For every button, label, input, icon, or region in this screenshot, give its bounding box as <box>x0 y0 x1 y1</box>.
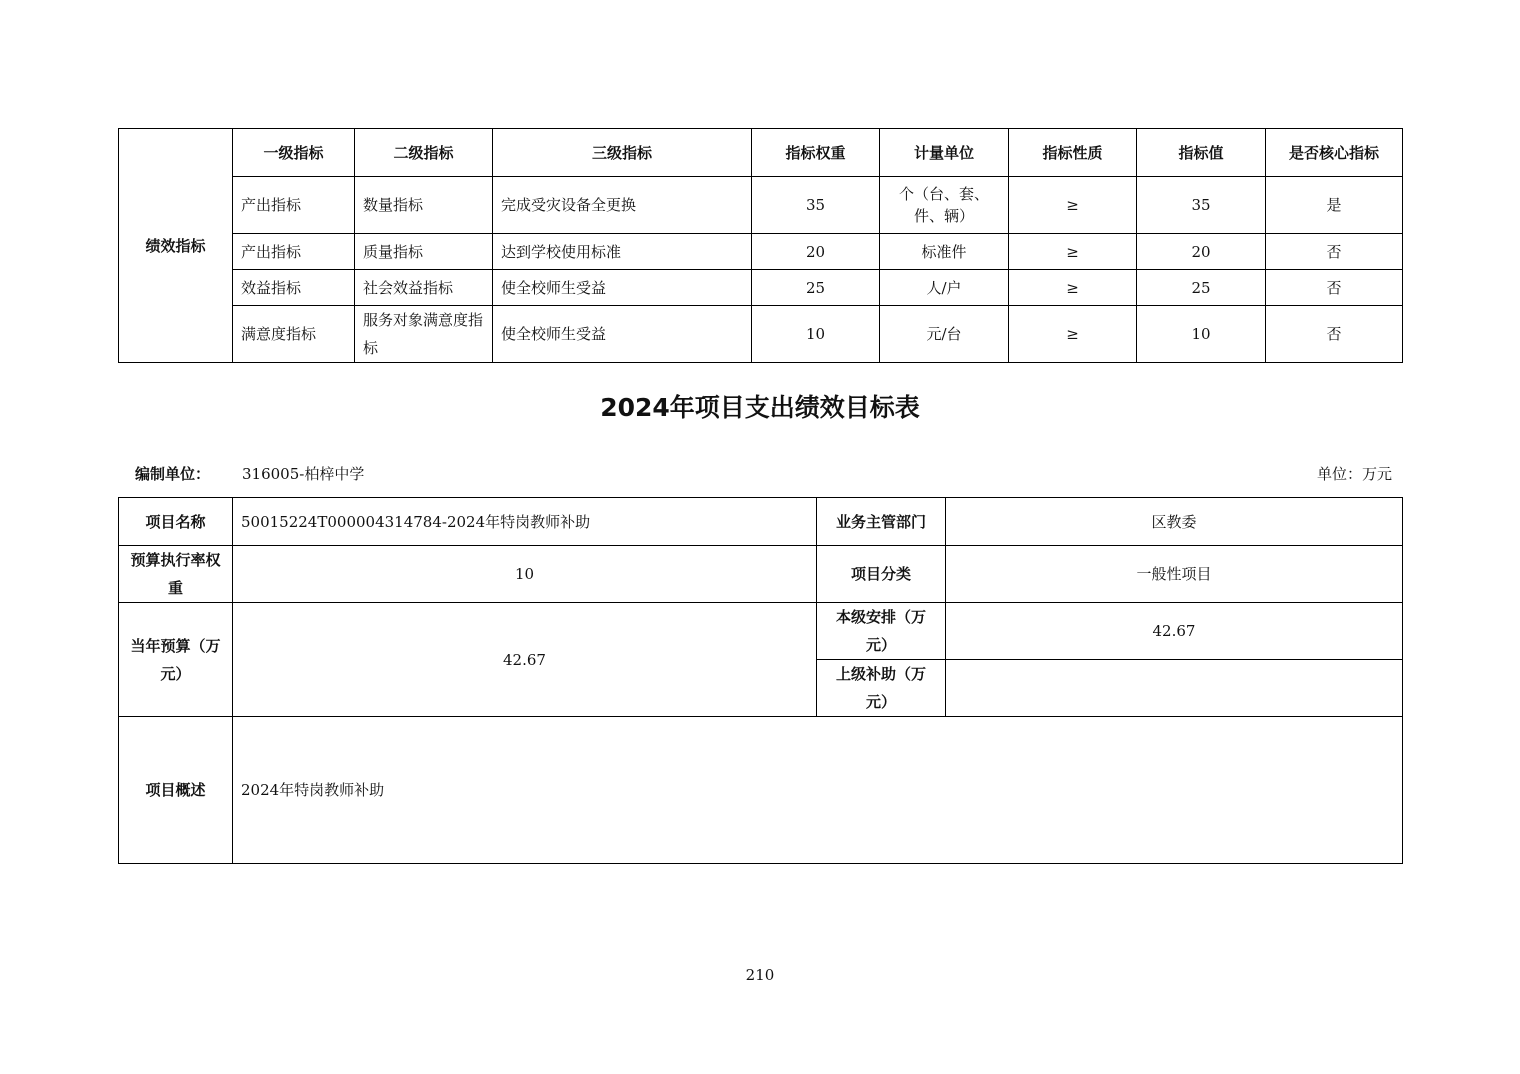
table-cell: 产出指标 <box>233 177 355 234</box>
table-cell: 标准件 <box>880 234 1009 270</box>
table-cell: 质量指标 <box>355 234 493 270</box>
budget-label: 当年预算（万元） <box>119 603 233 717</box>
table-cell: 满意度指标 <box>233 306 355 363</box>
header-cell: 一级指标 <box>233 129 355 177</box>
table-cell: 是 <box>1266 177 1403 234</box>
header-cell: 指标权重 <box>752 129 880 177</box>
compiling-unit-label: 编制单位： <box>135 465 211 483</box>
table-cell: 数量指标 <box>355 177 493 234</box>
table-row <box>119 234 1403 270</box>
table-cell: 使全校师生受益 <box>493 306 752 363</box>
table-cell: 个（台、套、件、辆） <box>880 177 1009 234</box>
table-cell: 否 <box>1266 234 1403 270</box>
header-cell: 计量单位 <box>880 129 1009 177</box>
project-name-value: 50015224T000004314784-2024年特岗教师补助 <box>233 498 817 546</box>
table-cell: ≥ <box>1009 177 1137 234</box>
summary-value: 2024年特岗教师补助 <box>233 717 1403 864</box>
department-label: 业务主管部门 <box>817 498 946 546</box>
table-row <box>119 270 1403 306</box>
compiling-unit-value: 316005-柏梓中学 <box>242 465 365 483</box>
table-cell: 社会效益指标 <box>355 270 493 306</box>
table-cell: 人/户 <box>880 270 1009 306</box>
table-cell: 35 <box>752 177 880 234</box>
table-cell: ≥ <box>1009 234 1137 270</box>
execution-rate-value: 10 <box>233 546 817 603</box>
execution-rate-label: 预算执行率权重 <box>119 546 233 603</box>
header-cell: 三级指标 <box>493 129 752 177</box>
table-row <box>119 546 1403 603</box>
table-cell: 10 <box>1137 306 1266 363</box>
table-cell: 产出指标 <box>233 234 355 270</box>
table-cell: 元/台 <box>880 306 1009 363</box>
table-row <box>119 498 1403 546</box>
header-cell: 指标值 <box>1137 129 1266 177</box>
table-cell: 服务对象满意度指标 <box>355 306 493 363</box>
table-row <box>119 603 1403 660</box>
local-arrangement-label: 本级安排（万元） <box>817 603 946 660</box>
summary-label: 项目概述 <box>119 717 233 864</box>
table-cell: 否 <box>1266 306 1403 363</box>
category-label: 项目分类 <box>817 546 946 603</box>
table-cell: ≥ <box>1009 306 1137 363</box>
table-cell: 10 <box>752 306 880 363</box>
table-cell: 20 <box>752 234 880 270</box>
table-cell: 完成受灾设备全更换 <box>493 177 752 234</box>
money-unit: 单位：万元 <box>1316 465 1392 483</box>
perf-row-label: 绩效指标 <box>119 129 233 363</box>
table-cell: 否 <box>1266 270 1403 306</box>
upper-subsidy-label: 上级补助（万元） <box>817 660 946 717</box>
project-info-table <box>118 497 1403 864</box>
header-cell: 是否核心指标 <box>1266 129 1403 177</box>
header-cell: 二级指标 <box>355 129 493 177</box>
upper-subsidy-value <box>946 660 1403 717</box>
department-value: 区教委 <box>946 498 1403 546</box>
performance-indicator-table <box>118 128 1403 363</box>
page-title: 2024年项目支出绩效目标表 <box>600 393 920 422</box>
table-row <box>119 306 1403 363</box>
table-row <box>119 717 1403 864</box>
project-name-label: 项目名称 <box>119 498 233 546</box>
table-row <box>119 177 1403 234</box>
table-cell: 效益指标 <box>233 270 355 306</box>
table-cell: 使全校师生受益 <box>493 270 752 306</box>
table-cell: ≥ <box>1009 270 1137 306</box>
page-number: 210 <box>745 966 775 984</box>
table-cell: 20 <box>1137 234 1266 270</box>
local-arrangement-value: 42.67 <box>946 603 1403 660</box>
table-cell: 达到学校使用标准 <box>493 234 752 270</box>
table-cell: 25 <box>1137 270 1266 306</box>
perf-header-row <box>119 129 1403 177</box>
table-cell: 35 <box>1137 177 1266 234</box>
header-cell: 指标性质 <box>1009 129 1137 177</box>
budget-value: 42.67 <box>233 603 817 717</box>
table-cell: 25 <box>752 270 880 306</box>
category-value: 一般性项目 <box>946 546 1403 603</box>
